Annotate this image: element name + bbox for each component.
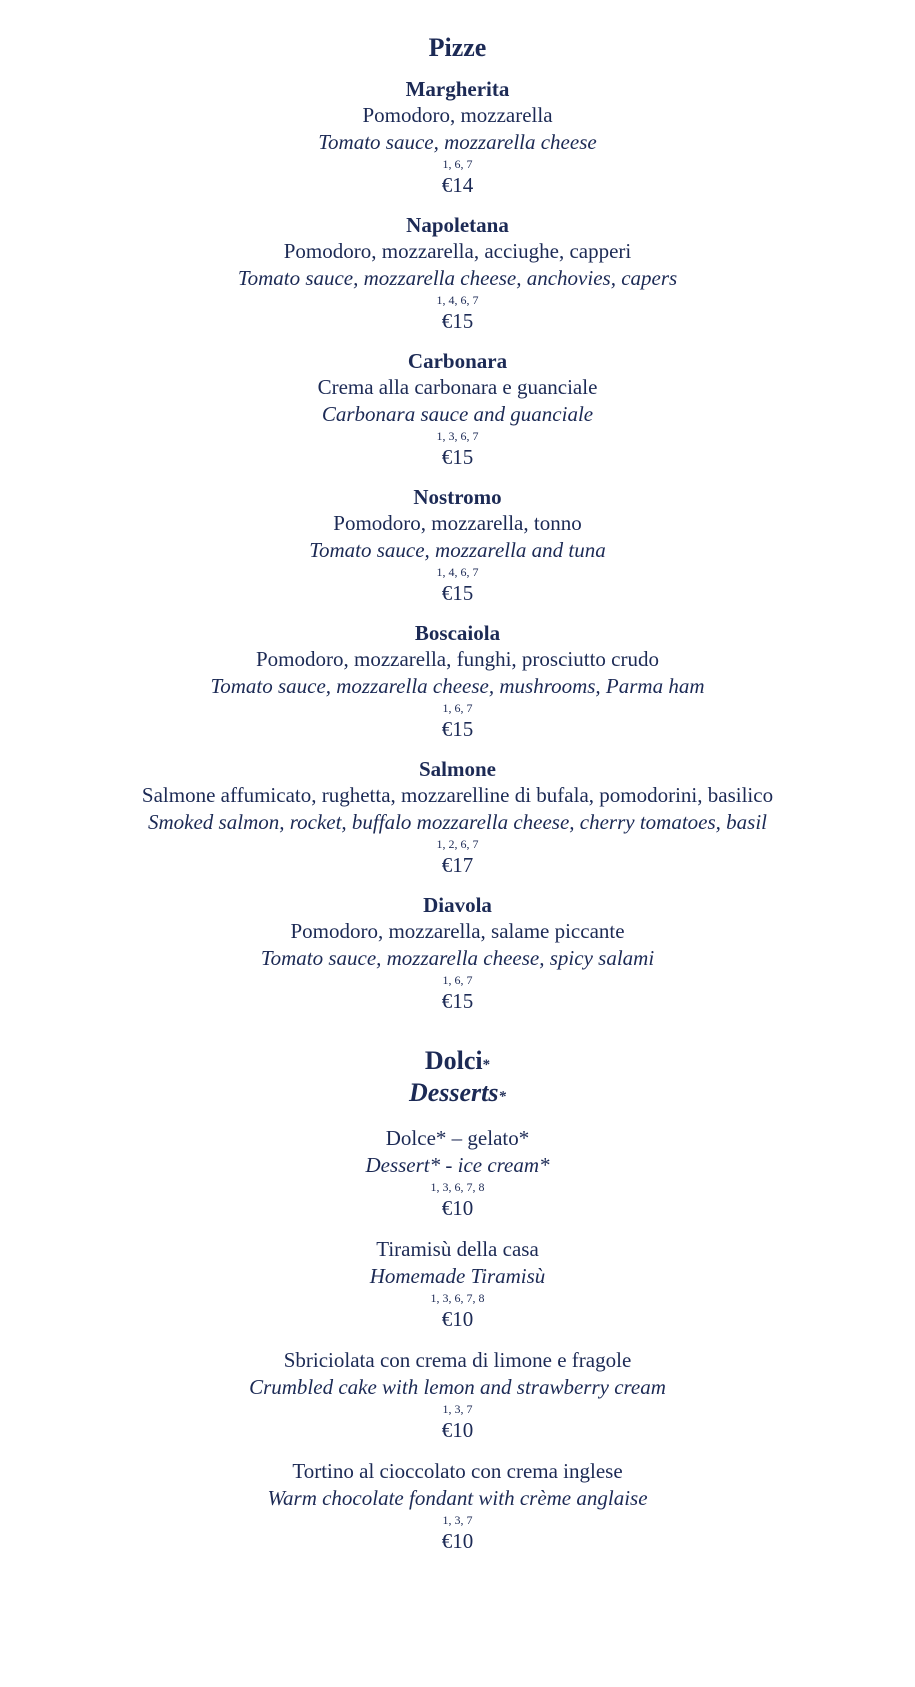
item-description-en: Tomato sauce, mozzarella cheese, spicy salami: [260, 946, 655, 970]
section-subtitle-desserts: [0, 1077, 915, 1109]
section-subtitle-text: Desserts: [408, 1078, 499, 1107]
item-description-it: Dolce* – gelato*: [385, 1126, 530, 1150]
item-allergens: 1, 3, 6, 7: [436, 429, 479, 443]
item-name: Boscaiola: [414, 621, 501, 645]
menu-item: [0, 348, 915, 471]
item-price: €15: [441, 445, 474, 469]
dolci-section: [0, 1045, 915, 1555]
item-name: Diavola: [423, 893, 492, 917]
menu-item: [0, 212, 915, 335]
item-allergens: 1, 4, 6, 7: [436, 565, 479, 579]
item-price: €10: [441, 1196, 474, 1220]
item-description-it: Pomodoro, mozzarella, salame piccante: [290, 919, 625, 943]
menu-item: [0, 892, 915, 1015]
item-allergens: 1, 6, 7: [442, 973, 473, 987]
item-description-en: Tomato sauce, mozzarella cheese, anchovies, capers: [237, 266, 678, 290]
menu-item: [0, 1347, 915, 1444]
item-description-it: Salmone affumicato, rughetta, mozzarelline di bufala, pomodorini, basilico: [141, 783, 774, 807]
menu-item: [0, 76, 915, 199]
item-price: €15: [441, 717, 474, 741]
section-subtitle-mark: *: [498, 1089, 507, 1105]
item-description-en: Dessert* - ice cream*: [365, 1153, 550, 1177]
pizze-list: [0, 76, 915, 1015]
item-allergens: 1, 2, 6, 7: [436, 837, 479, 851]
menu-item: [0, 484, 915, 607]
item-description-it: Tiramisù della casa: [376, 1237, 539, 1261]
item-allergens: 1, 6, 7: [442, 157, 473, 171]
item-allergens: 1, 3, 7: [442, 1513, 473, 1527]
section-title-mark: *: [482, 1057, 491, 1073]
item-description-en: Crumbled cake with lemon and strawberry cream: [249, 1375, 666, 1399]
item-description-it: Pomodoro, mozzarella, funghi, prosciutto crudo: [256, 647, 659, 671]
item-description-it: Crema alla carbonara e guanciale: [317, 375, 598, 399]
item-price: €14: [441, 173, 474, 197]
section-title-pizze: Pizze: [428, 33, 487, 62]
section-title-text: Dolci: [424, 1046, 483, 1075]
item-allergens: 1, 3, 6, 7, 8: [430, 1180, 485, 1194]
item-price: €15: [441, 309, 474, 333]
item-allergens: 1, 3, 7: [442, 1402, 473, 1416]
item-description-it: Pomodoro, mozzarella, tonno: [333, 511, 582, 535]
item-price: €15: [441, 989, 474, 1013]
pizze-section: [0, 32, 915, 1015]
item-name: Napoletana: [406, 213, 509, 237]
item-description-en: Warm chocolate fondant with crème anglaise: [267, 1486, 648, 1510]
item-description-it: Pomodoro, mozzarella: [362, 103, 553, 127]
item-name: Nostromo: [413, 485, 502, 509]
item-description-it: Sbriciolata con crema di limone e fragole: [283, 1348, 632, 1372]
item-name: Margherita: [405, 77, 510, 101]
section-title-dolci: [0, 1045, 915, 1077]
item-allergens: 1, 6, 7: [442, 701, 473, 715]
item-description-it: Tortino al cioccolato con crema inglese: [292, 1459, 623, 1483]
item-price: €17: [441, 853, 474, 877]
item-description-en: Tomato sauce, mozzarella cheese: [318, 130, 597, 154]
menu-item: [0, 1125, 915, 1222]
menu-item: [0, 1236, 915, 1333]
menu-item: [0, 1458, 915, 1555]
menu-item: [0, 620, 915, 743]
item-price: €10: [441, 1307, 474, 1331]
item-description-en: Tomato sauce, mozzarella and tuna: [309, 538, 606, 562]
item-name: Carbonara: [407, 349, 508, 373]
item-allergens: 1, 3, 6, 7, 8: [430, 1291, 485, 1305]
item-price: €10: [441, 1418, 474, 1442]
item-allergens: 1, 4, 6, 7: [436, 293, 479, 307]
item-price: €15: [441, 581, 474, 605]
menu-item: [0, 756, 915, 879]
item-price: €10: [441, 1529, 474, 1553]
dolci-list: [0, 1125, 915, 1555]
item-description-en: Tomato sauce, mozzarella cheese, mushrooms, Parma ham: [210, 674, 705, 698]
item-name: Salmone: [418, 757, 496, 781]
item-description-en: Homemade Tiramisù: [369, 1264, 546, 1288]
item-description-en: Carbonara sauce and guanciale: [321, 402, 594, 426]
item-description-en: Smoked salmon, rocket, buffalo mozzarella cheese, cherry tomatoes, basil: [148, 810, 767, 834]
item-description-it: Pomodoro, mozzarella, acciughe, capperi: [283, 239, 632, 263]
